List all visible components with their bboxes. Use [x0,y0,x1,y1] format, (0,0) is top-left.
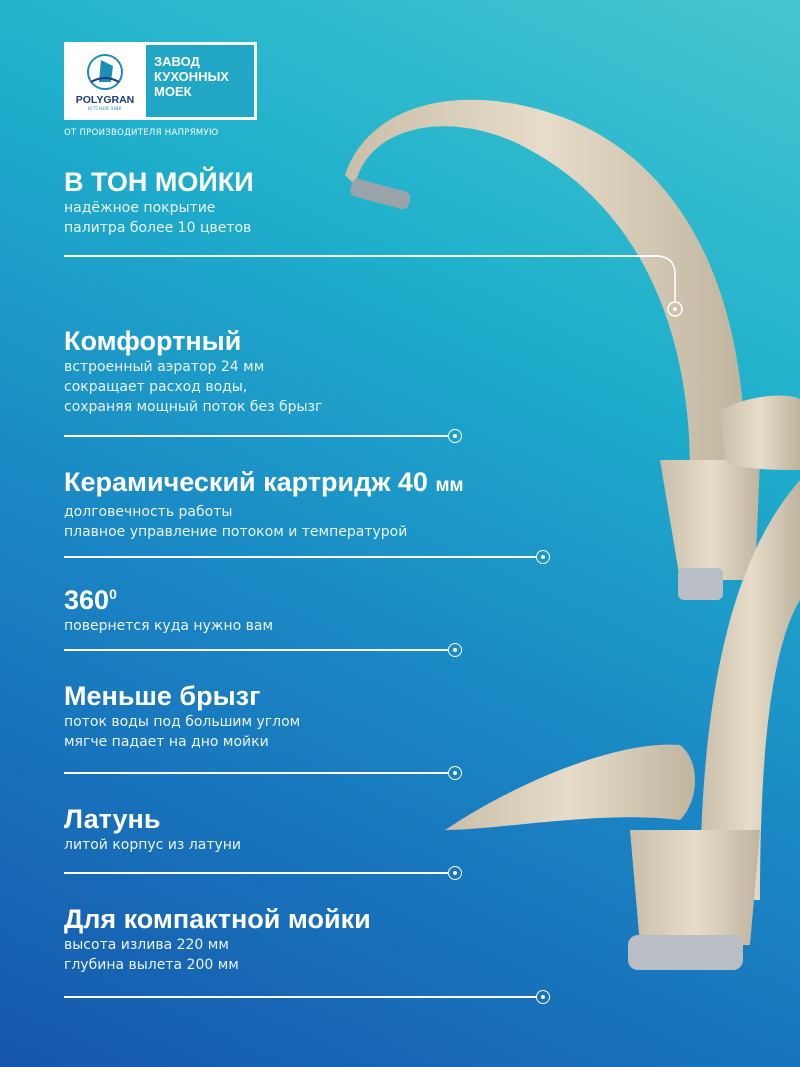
feature-title: Комфортный [64,326,242,356]
pointer-dot-icon [448,866,462,880]
feature-title: Для компактной мойки [64,904,371,934]
feature-title-text: 360 [64,585,110,615]
feature-text: высота излива 220 мм [64,937,229,953]
pointer-line [64,255,660,257]
feature-title: Латунь [64,804,161,834]
pointer-line [64,556,536,558]
tagline: ОТ ПРОИЗВОДИТЕЛЯ НАПРЯМУЮ [64,128,219,138]
feature-text: мягче падает на дно мойки [64,734,269,750]
feature-text: глубина вылета 200 мм [64,957,239,973]
feature-comfort [64,325,322,417]
pointer-dot-icon [448,643,462,657]
degree-sup: 0 [109,586,117,602]
pointer-dot-icon [536,550,550,564]
feature-text: плавное управление потоком и температурой [64,524,408,540]
sail-logo-icon [87,52,123,92]
feature-text: сокращает расход воды, [64,379,248,395]
feature-text: поток воды под большим углом [64,714,301,730]
feature-text: надёжное покрытие [64,200,216,216]
feature-brass [64,803,241,855]
brand-sub: KITCHEN SINK [88,105,122,111]
feature-text: долговечность работы [64,504,233,520]
factory-title [146,45,254,117]
feature-title [64,466,464,502]
feature-cartridge [64,466,464,542]
feature-text: повернется куда нужно вам [64,618,274,634]
feature-splash [64,680,300,752]
feature-text: встроенный аэратор 24 мм [64,359,265,375]
pointer-line [64,435,448,437]
feature-title: В ТОН МОЙКИ [64,167,254,197]
feature-compact [64,903,371,975]
pointer-curve [655,254,685,324]
feature-title [64,578,273,616]
pointer-line [64,772,448,774]
factory-title-line: ЗАВОД [154,54,200,69]
pointer-line [64,872,448,874]
feature-rotation [64,578,273,636]
feature-text: палитра более 10 цветов [64,220,252,236]
pointer-dot-icon [536,990,550,1004]
pointer-line [64,649,448,651]
brand-name: POLYGRAN [75,93,135,106]
feature-text: сохраняя мощный поток без брызг [64,399,323,415]
polygran-logo [64,42,257,120]
factory-title-line: МОЕК [154,84,192,99]
pointer-dot-icon [448,429,462,443]
feature-title: Меньше брызг [64,681,261,711]
pointer-dot-icon [448,766,462,780]
pointer-line [64,996,536,998]
feature-title-text: Керамический картридж 40 [64,467,428,497]
feature-color [64,166,254,238]
factory-title-line: КУХОННЫХ [154,69,229,84]
feature-text: литой корпус из латуни [64,837,242,853]
feature-title-unit: мм [435,475,464,496]
